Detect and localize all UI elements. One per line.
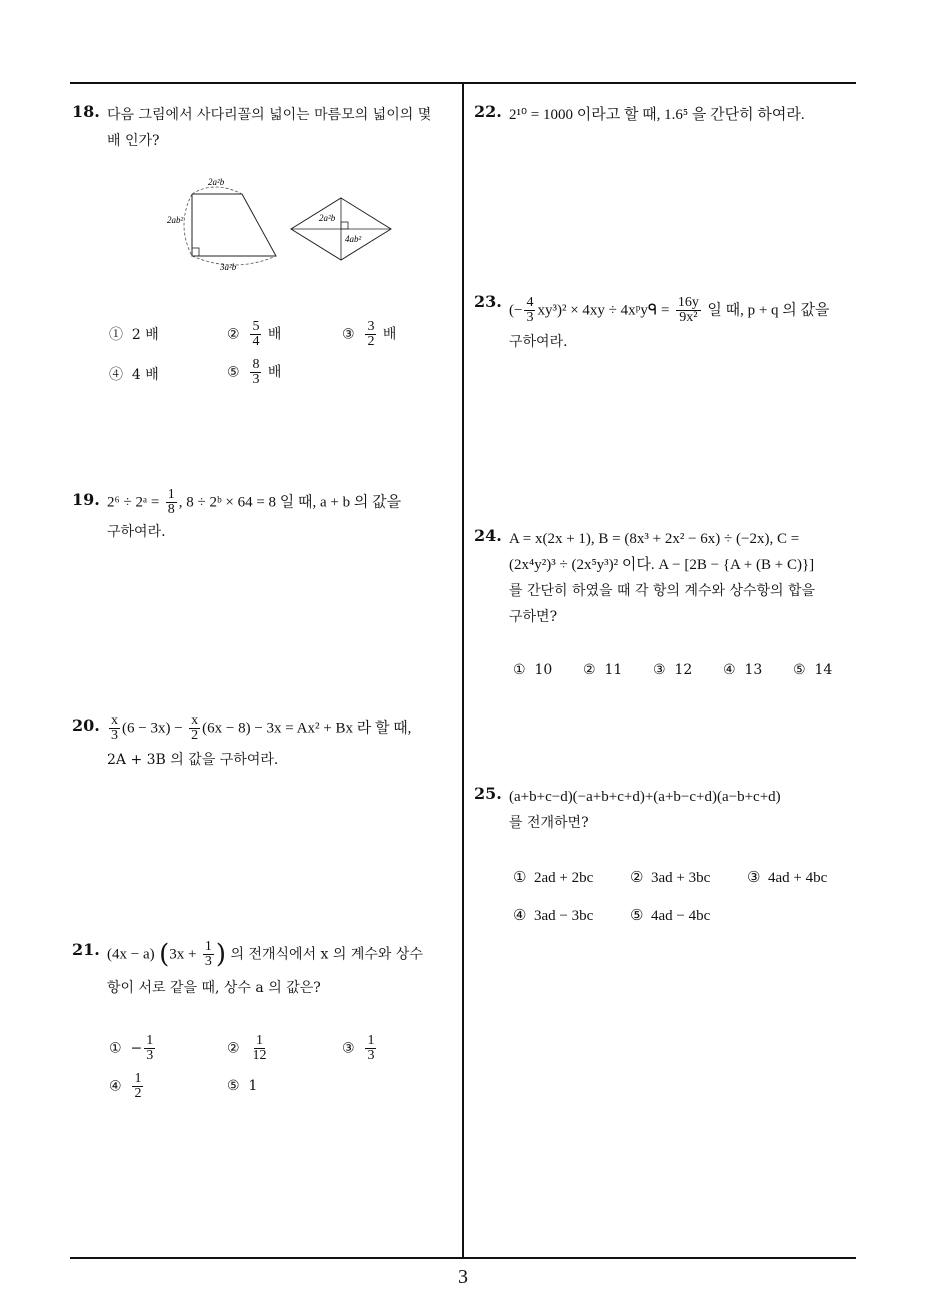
answer-options bbox=[513, 868, 863, 928]
option-5[interactable]: ⑤ 14 bbox=[793, 662, 833, 678]
column-divider bbox=[462, 82, 464, 1258]
question-stem bbox=[107, 714, 411, 773]
question-24 bbox=[474, 526, 864, 686]
option-5[interactable]: ⑤ $\frac{8}{3}$ 배 bbox=[227, 357, 282, 387]
option-3[interactable]: ③ $\frac{3}{2}$ 배 bbox=[342, 319, 397, 349]
option-2[interactable]: ② $\frac{5}{4}$ 배 bbox=[227, 319, 282, 349]
option-4[interactable]: ④ 4 배 bbox=[109, 367, 159, 383]
option-1[interactable]: ① − $\frac{1}{3}$ bbox=[109, 1033, 154, 1063]
stem-line-1: (4x − a) (3x + $\frac{1}{3}$ ) 의 전개식에서 x 의 계수와 상수 bbox=[107, 939, 423, 970]
question-22 bbox=[474, 102, 864, 142]
option-2[interactable]: ② 11 bbox=[583, 662, 623, 678]
answer-options bbox=[109, 1034, 459, 1114]
question-21 bbox=[72, 940, 462, 1120]
stem-line-2: 구하여라. bbox=[107, 524, 166, 540]
question-stem bbox=[509, 526, 815, 630]
stem-line-1: (− $\frac{4}{3}$ xy³)² × 4xy ÷ 4xᵖyᑫ = $\frac{16y}{\text{9x²}}$ 일 때, p + q 의 값을 bbox=[509, 295, 830, 325]
page-number: 3 bbox=[458, 1266, 468, 1288]
trap-side-label: 2ab² bbox=[167, 215, 184, 225]
question-stem bbox=[509, 784, 781, 836]
rhombus-horizontal-label: 4ab² bbox=[345, 234, 362, 244]
stem-line-1: A = x(2x + 1), B = (8x³ + 2x² − 6x) ÷ (−2x), C = bbox=[509, 531, 800, 547]
option-4[interactable]: ④ 13 bbox=[723, 662, 763, 678]
question-stem bbox=[509, 296, 830, 355]
question-number: 23. bbox=[474, 292, 502, 311]
option-5[interactable]: ⑤ 1 bbox=[227, 1078, 258, 1094]
option-2[interactable]: ② $\frac{1}{12}$ bbox=[227, 1033, 267, 1063]
trap-bottom-label: 3a²b bbox=[220, 262, 237, 272]
question-25 bbox=[474, 784, 864, 934]
bottom-rule bbox=[70, 1257, 856, 1259]
trapezoid-rhombus-figure bbox=[164, 174, 404, 274]
question-stem bbox=[107, 488, 401, 545]
rhombus-vertical-label: 2a²b bbox=[319, 213, 336, 223]
option-2[interactable]: ② 3ad + 3bc bbox=[630, 870, 711, 886]
question-19 bbox=[72, 487, 462, 560]
answer-options bbox=[513, 662, 863, 684]
question-stem bbox=[509, 102, 805, 128]
stem-line-1: 다음 그림에서 사다리꼴의 넓이는 마름모의 넓이의 몇 bbox=[107, 107, 432, 123]
option-4[interactable]: ④ $\frac{1}{2}$ bbox=[109, 1071, 142, 1101]
option-1[interactable]: ① 2ad + 2bc bbox=[513, 870, 594, 886]
stem-line-1: $\frac{x}{3}$ (6 − 3x) − $\frac{x}{2}$ (6x − 8) − 3x = Ax² + Bx 라 할 때, bbox=[111, 713, 412, 743]
option-3[interactable]: ③ 4ad + 4bc bbox=[747, 870, 828, 886]
option-1[interactable]: ① 10 bbox=[513, 662, 553, 678]
option-5[interactable]: ⑤ 4ad − 4bc bbox=[630, 908, 711, 924]
question-number: 25. bbox=[474, 784, 502, 803]
stem-line-2: (2x⁴y²)³ ÷ (2x⁵y³)² 이다. A − [2B − {A + (B + C)}] bbox=[509, 557, 815, 573]
question-18 bbox=[72, 102, 462, 402]
stem-line-2: 배 인가? bbox=[107, 133, 160, 149]
question-number: 24. bbox=[474, 526, 502, 545]
stem-line-3: 를 간단히 하였을 때 각 항의 계수와 상수항의 합을 bbox=[509, 583, 816, 599]
stem-line-2: 항이 서로 같을 때, 상수 a 의 값은? bbox=[107, 980, 321, 996]
option-3[interactable]: ③ $\frac{1}{3}$ bbox=[342, 1033, 375, 1063]
stem-line-4: 구하면? bbox=[509, 609, 558, 625]
answer-options bbox=[109, 320, 459, 400]
rhombus-shape bbox=[291, 198, 391, 260]
option-3[interactable]: ③ 12 bbox=[653, 662, 693, 678]
stem-line-1: (a+b+c−d)(−a+b+c+d)+(a+b−c+d)(a−b+c+d) bbox=[509, 789, 781, 805]
stem-line-2: 구하여라. bbox=[509, 334, 568, 350]
stem-line-1: 2¹⁰ = 1000 이라고 할 때, 1.6⁵ 을 간단히 하여라. bbox=[509, 107, 805, 123]
question-number: 22. bbox=[474, 102, 502, 121]
question-number: 21. bbox=[72, 940, 100, 959]
question-number: 19. bbox=[72, 490, 100, 509]
question-number: 18. bbox=[72, 102, 100, 121]
stem-line-1: 2⁶ ÷ 2ᵃ = $\frac{1}{8}$ , 8 ÷ 2ᵇ × 64 = 8 일 때, a + b 의 값을 bbox=[107, 487, 402, 517]
stem-line-2: 를 전개하면? bbox=[509, 815, 589, 831]
option-4[interactable]: ④ 3ad − 3bc bbox=[513, 908, 594, 924]
option-1[interactable]: ① 2 배 bbox=[109, 327, 159, 343]
trapezoid-shape bbox=[167, 177, 276, 272]
question-23 bbox=[474, 292, 864, 372]
question-number: 20. bbox=[72, 716, 100, 735]
question-20 bbox=[72, 713, 462, 786]
stem-line-2: 2A + 3B 의 값을 구하여라. bbox=[107, 752, 279, 768]
question-stem bbox=[107, 102, 431, 154]
question-stem bbox=[107, 940, 423, 1001]
trap-top-label: 2a²b bbox=[208, 177, 225, 187]
